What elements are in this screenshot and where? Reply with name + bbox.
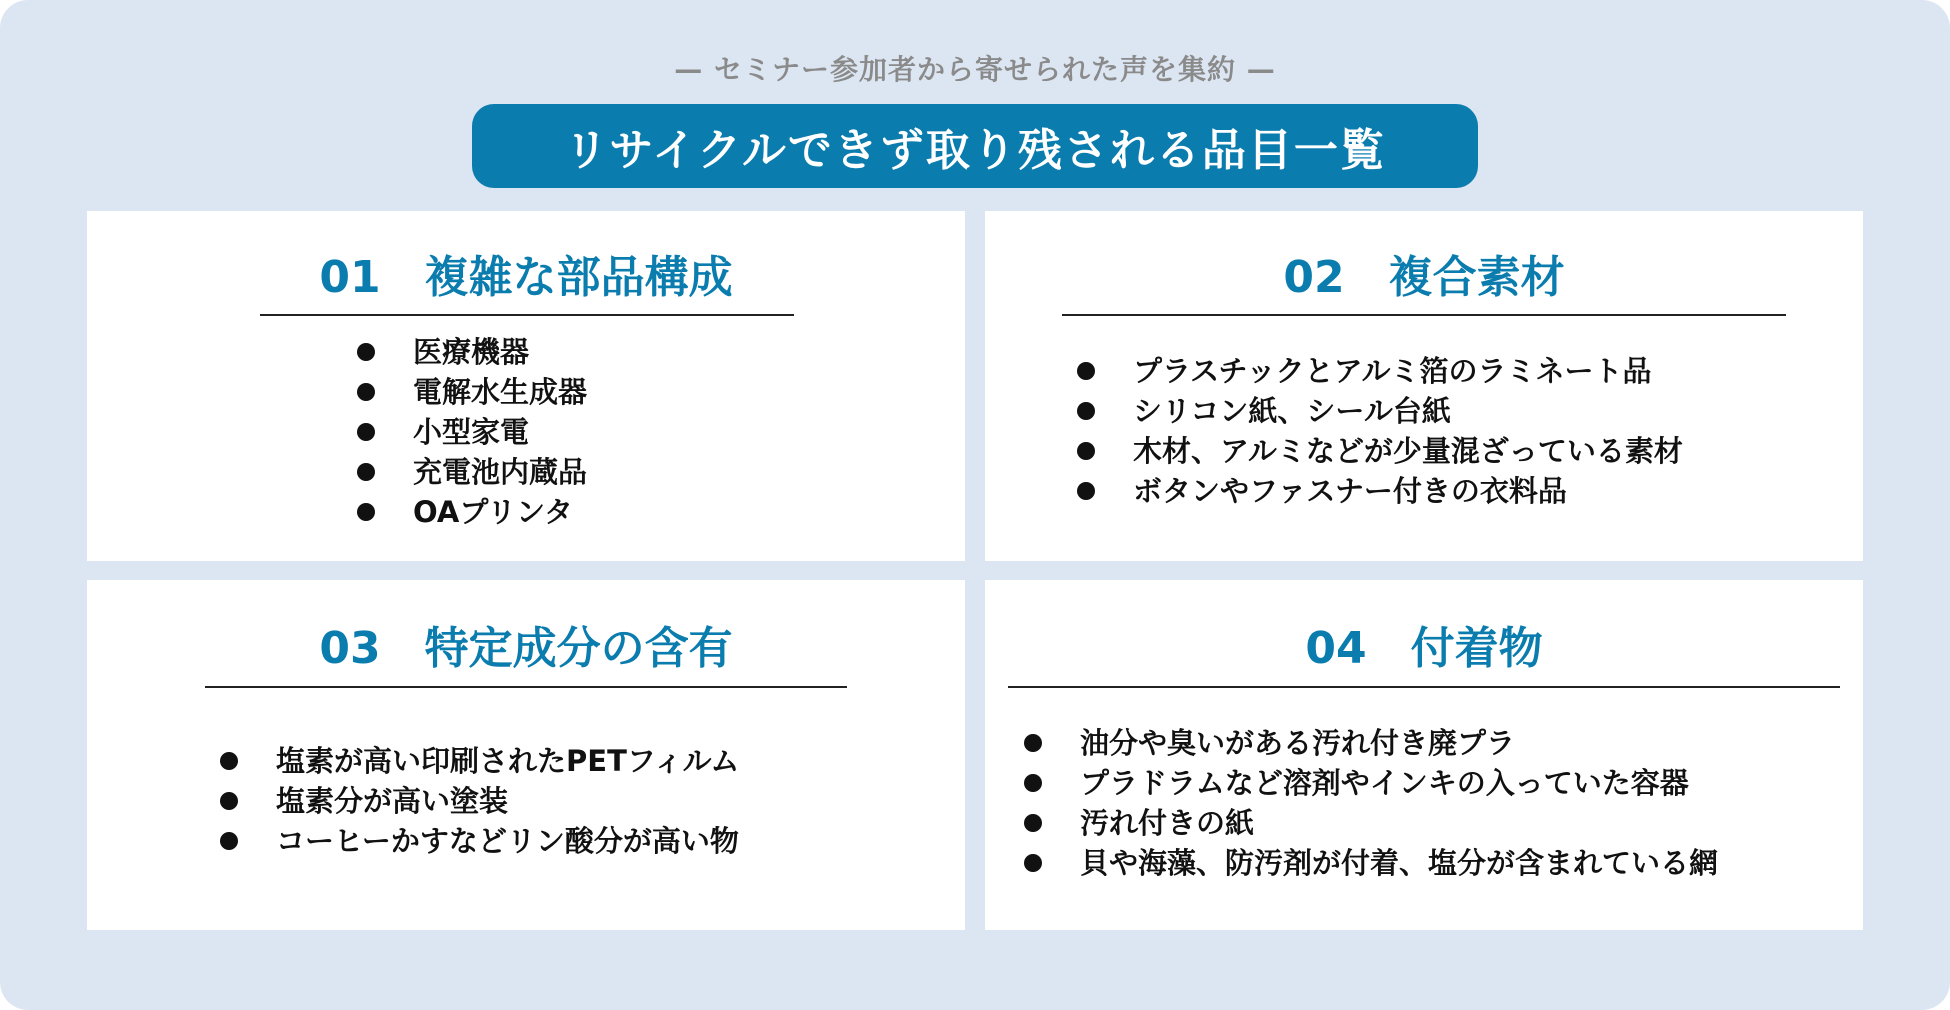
heading-underline <box>1008 686 1840 688</box>
item-text: 木材、アルミなどが少量混ざっている素材 <box>1133 434 1683 468</box>
bullet-icon <box>1077 402 1095 420</box>
list-item <box>220 741 739 781</box>
heading-underline <box>205 686 847 688</box>
item-text: 油分や臭いがある汚れ付き廃プラ <box>1080 726 1516 760</box>
bullet-icon <box>357 423 375 441</box>
category-panel-03 <box>87 580 965 930</box>
item-text: OAプリンタ <box>413 495 573 529</box>
category-panel-04 <box>985 580 1863 930</box>
bullet-icon <box>357 343 375 361</box>
item-list <box>357 332 587 532</box>
item-list <box>1024 723 1718 883</box>
list-item <box>1077 351 1683 391</box>
list-item <box>220 781 739 821</box>
list-item <box>1024 723 1718 763</box>
bullet-icon <box>220 832 238 850</box>
category-panel-01 <box>87 211 965 561</box>
heading-underline <box>260 314 794 316</box>
bullet-icon <box>220 792 238 810</box>
list-item <box>1024 843 1718 883</box>
bullet-icon <box>220 752 238 770</box>
list-item <box>1077 431 1683 471</box>
list-item <box>1077 391 1683 431</box>
item-text: シリコン紙、シール台紙 <box>1133 394 1451 428</box>
bullet-icon <box>1024 774 1042 792</box>
panel-heading: 03 特定成分の含有 <box>319 623 733 674</box>
bullet-icon <box>1077 362 1095 380</box>
item-text: 電解水生成器 <box>413 375 588 409</box>
bullet-icon <box>357 383 375 401</box>
item-text: 塩素分が高い塗装 <box>276 784 509 818</box>
item-text: 医療機器 <box>413 335 530 369</box>
subtitle: — セミナー参加者から寄せられた声を集約 — <box>674 53 1276 86</box>
item-text: プラスチックとアルミ箔のラミネート品 <box>1133 354 1652 388</box>
category-panel-02 <box>985 211 1863 561</box>
list-item <box>1024 803 1718 843</box>
item-list <box>1077 351 1683 511</box>
list-item <box>357 332 587 372</box>
item-text: 貝や海藻、防汚剤が付着、塩分が含まれている網 <box>1080 846 1719 880</box>
list-item <box>357 492 587 532</box>
bullet-icon <box>1024 734 1042 752</box>
list-item <box>1077 471 1683 511</box>
panel-heading: 04 付着物 <box>1305 623 1543 674</box>
bullet-icon <box>1077 442 1095 460</box>
bullet-icon <box>1024 854 1042 872</box>
item-text: ボタンやファスナー付きの衣料品 <box>1133 474 1567 508</box>
list-item <box>357 452 587 492</box>
bullet-icon <box>357 463 375 481</box>
list-item <box>1024 763 1718 803</box>
heading-underline <box>1062 314 1786 316</box>
item-text: 塩素が高い印刷されたPETフィルム <box>276 744 740 778</box>
bullet-icon <box>1077 482 1095 500</box>
title-banner <box>472 104 1478 188</box>
item-text: 小型家電 <box>413 415 530 449</box>
item-text: 充電池内蔵品 <box>413 455 588 489</box>
page-title: リサイクルできず取り残される品目一覧 <box>564 125 1386 176</box>
item-text: プラドラムなど溶剤やインキの入っていた容器 <box>1080 766 1689 800</box>
panel-heading: 01 複雑な部品構成 <box>319 252 733 303</box>
bullet-icon <box>1024 814 1042 832</box>
list-item <box>357 412 587 452</box>
bullet-icon <box>357 503 375 521</box>
item-text: コーヒーかすなどリン酸分が高い物 <box>276 824 739 858</box>
list-item <box>220 821 739 861</box>
item-text: 汚れ付きの紙 <box>1080 806 1255 840</box>
panel-heading: 02 複合素材 <box>1283 252 1565 303</box>
list-item <box>357 372 587 412</box>
item-list <box>220 741 739 861</box>
